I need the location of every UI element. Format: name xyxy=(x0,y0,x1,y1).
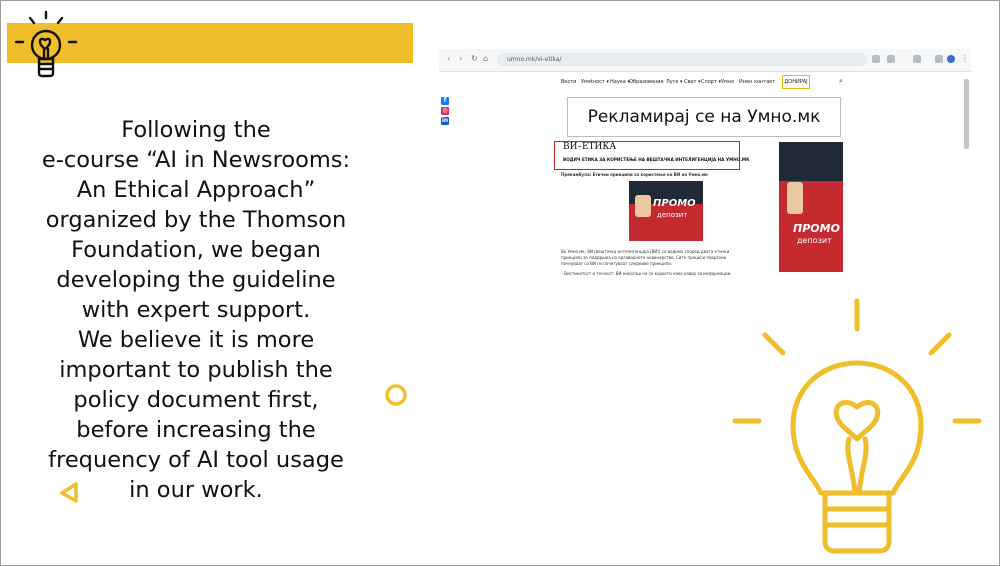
address-bar[interactable]: umno.mk/vi-etika/ xyxy=(497,53,867,66)
large-lightbulb-icon xyxy=(729,293,987,563)
menu-icon[interactable]: ⋮ xyxy=(961,54,969,63)
promo-hand-image xyxy=(787,182,803,214)
article-body-line: принципи за поддршка на одговорното новинарство. Сите процеси поврзани xyxy=(561,255,727,260)
promo-ad-sidebar[interactable] xyxy=(779,142,843,272)
menu-item[interactable]: Умно xyxy=(721,79,735,85)
home-icon[interactable]: ⌂ xyxy=(483,54,489,63)
lightbulb-icon xyxy=(13,9,79,81)
menu-item[interactable]: Наука ▾ xyxy=(610,79,630,85)
body-text: Following the e-course “AI in Newsrooms: An Ethical Approach” organized by the Thomson Foundation, we began developing the guideline with expert support. We believe it is more important to publish the policy document first, before increasing the frequency of AI tool usage in our work. xyxy=(41,117,351,503)
promo-title: ПРОМО xyxy=(653,198,696,209)
donate-button[interactable]: ДОНИРАЈ xyxy=(782,75,810,89)
website-screenshot xyxy=(439,49,971,281)
download-icon[interactable] xyxy=(935,55,943,63)
facebook-icon[interactable]: f xyxy=(441,97,449,105)
menu-item[interactable]: Луге ▾ xyxy=(666,79,683,85)
promo-ad-small[interactable] xyxy=(629,181,703,241)
triangle-decoration xyxy=(56,479,82,507)
bookmark-icon[interactable] xyxy=(887,55,895,63)
menu-item[interactable]: Вести xyxy=(561,79,577,85)
article-title: ВИ–ЕТИКА xyxy=(563,142,617,152)
instagram-icon[interactable]: ◎ xyxy=(442,107,448,114)
forward-icon[interactable]: › xyxy=(459,54,463,63)
promo-subtitle: депозит xyxy=(797,236,832,245)
promo-hand-image xyxy=(635,195,651,217)
menu-item[interactable]: Образование xyxy=(629,79,664,85)
menu-item[interactable]: Спорт ▾ xyxy=(701,79,722,85)
search-icon[interactable]: ⌕ xyxy=(839,77,843,85)
back-icon[interactable]: ‹ xyxy=(447,54,451,63)
menu-item[interactable]: Свет ▾ xyxy=(684,79,701,85)
article-body-line: почнуваат со ВИ ги почитуваат следниве принципи. xyxy=(561,261,673,266)
reload-icon[interactable]: ↻ xyxy=(471,54,478,63)
extension-icon[interactable] xyxy=(913,55,921,63)
article-body-line: Во Умно.мк, ВИ (вештачка интелигенција (ВИ)) се водиме според двата етички xyxy=(561,249,730,254)
menu-item[interactable]: Инен контакт xyxy=(739,79,776,85)
promo-subtitle: депозит xyxy=(657,211,688,219)
menu-item[interactable]: Умеtност ▾ xyxy=(581,79,609,85)
profile-icon[interactable] xyxy=(947,55,955,63)
article-intro: Прекамбула: Етички принципи за користење на ВИ на Умно.мк xyxy=(561,172,708,177)
circle-decoration xyxy=(383,382,409,408)
browser-toolbar xyxy=(439,49,971,72)
article-body-line: – Вистинитост и точност: ВИ никогаш не се користи како извор за информации. xyxy=(561,271,732,276)
promo-title: ПРОМО xyxy=(793,222,840,235)
promo-band xyxy=(779,142,843,181)
scrollbar[interactable] xyxy=(964,79,969,149)
advertise-banner[interactable]: Рекламирај се на Умно.мк xyxy=(567,97,841,137)
article-subtitle: ВОДИЧ ЕТИКА ЗА КОРИСТЕЊЕ НА ВЕШТАЧКА ИНТЕЛИГЕНЦИЈА НА УМНО.МК xyxy=(563,157,750,162)
linkedin-icon[interactable]: in xyxy=(441,117,449,124)
translate-icon[interactable] xyxy=(872,55,880,63)
